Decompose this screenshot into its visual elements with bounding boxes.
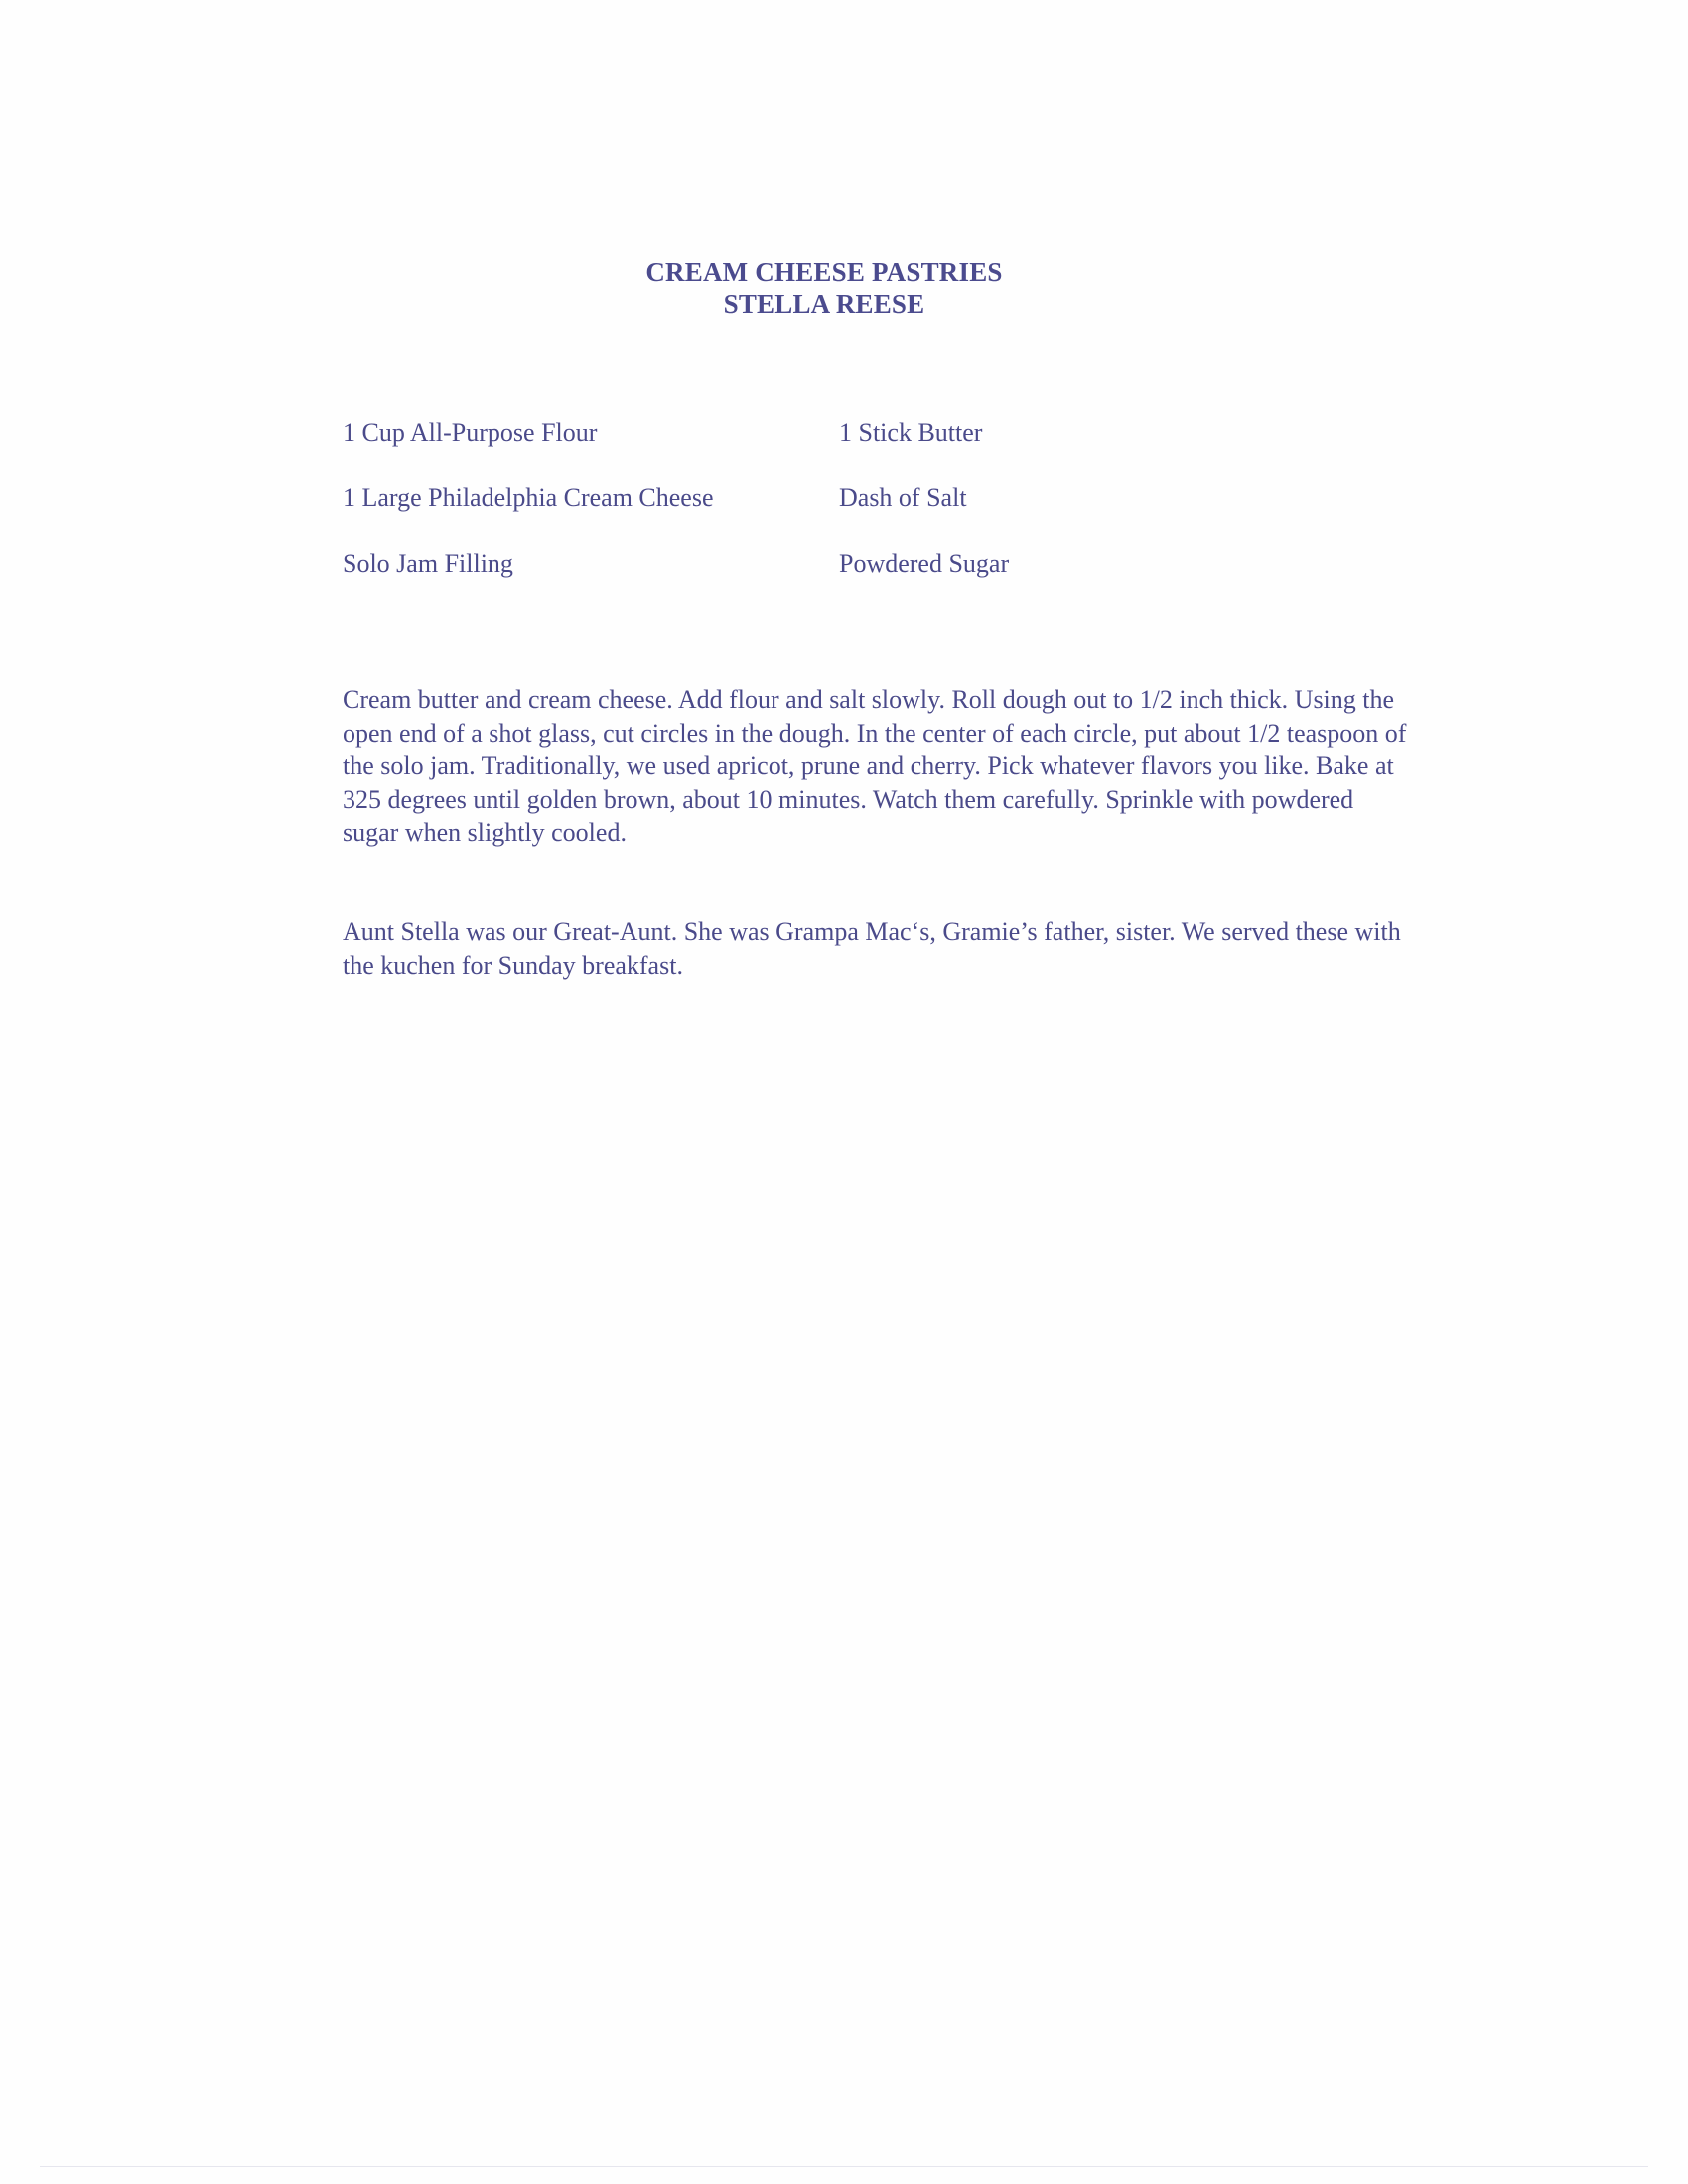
ingredient-item: 1 Large Philadelphia Cream Cheese bbox=[343, 483, 714, 512]
ingredient-row bbox=[343, 482, 1137, 548]
recipe-author: STELLA REESE bbox=[723, 289, 925, 319]
ingredient-item: 1 Stick Butter bbox=[839, 418, 983, 447]
scan-edge-line bbox=[40, 2166, 1648, 2167]
ingredient-item: Dash of Salt bbox=[839, 483, 967, 512]
recipe-title: CREAM CHEESE PASTRIES bbox=[645, 257, 1003, 287]
ingredient-item: Solo Jam Filling bbox=[343, 549, 513, 578]
title-block bbox=[0, 256, 1648, 320]
family-note-paragraph: Aunt Stella was our Great-Aunt. She was Grampa Mac‘s, Gramie’s father, sister. We served these with the kuchen for Sunday breakfast. bbox=[343, 917, 1401, 980]
ingredients-list bbox=[343, 417, 1137, 614]
ingredient-row bbox=[343, 417, 1137, 482]
ingredient-item: Powdered Sugar bbox=[839, 549, 1010, 578]
ingredient-item: 1 Cup All-Purpose Flour bbox=[343, 418, 598, 447]
ingredient-row bbox=[343, 548, 1137, 614]
instructions-paragraph: Cream butter and cream cheese. Add flour and salt slowly. Roll dough out to 1/2 inch thick. Using the open end of a shot glass, cut circles in the dough. In the center of each circle, put about 1/2 teaspoon of the solo jam. Traditionally, we used apricot, prune and cherry. Pick whatever flavors you like. Bake at 325 degrees until golden brown, about 10 minutes. Watch them carefully. Sprinkle with powdered sugar when slightly cooled. bbox=[343, 685, 1407, 847]
